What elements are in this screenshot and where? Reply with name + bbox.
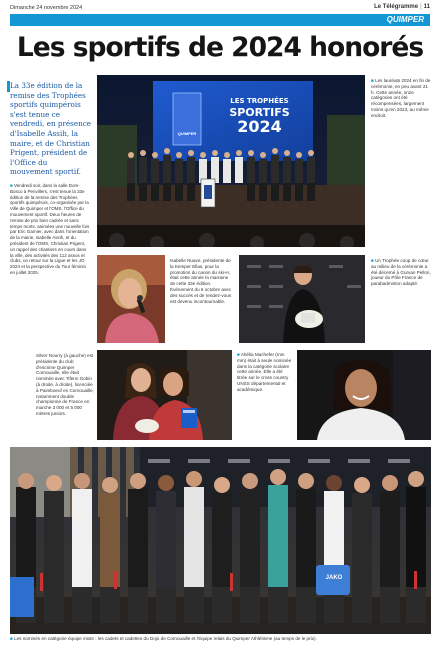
stage-sign-year: 2024 <box>237 117 282 136</box>
section-band <box>10 14 430 26</box>
photo-trophy-boy <box>239 255 365 343</box>
bullet-icon: ■ <box>371 78 376 83</box>
caption-scolaire-text: Ahélia Machefer (mm mm) était à seule nominée dans la catégorie scolaire cette année. Elle a été titrée sur le cross country UNSS départemental et académique. <box>237 352 292 392</box>
stage-city-logo: QUIMPER <box>177 131 197 136</box>
bullet-icon: ■ <box>237 352 241 357</box>
caption-laureates-text: Les lauréats 2024 en fin de cérémonie, en peu avant 21 h. Cette année, onze catégories ont été récompensées, largement moins qu'en 2023, au même endroit. <box>371 78 431 118</box>
article-body-text: Vendredi soir, dans la salle Dom-Bosco à Penvillers, s'est tenue la 33e édition de la remise des Trophées sportifs quimpérois, co-organisée par la Ville de Quimper et l'OMS, l'Office du mouvement sportif. Deux heures de remise de prix bien cadrée et sans temps morts, animées une nouvelle fois par Eric Garnier, avec dans l'orientation de la mairie, Isabelle Assih, et du président de l'OMS, Christian Prigent, un rappel des chantiers en cours dans la ville, des activités des 112 assos et clubs, un retour sur la Ligue et les JO 2024 et la perspective du Tour féminin en juillet 2025. <box>10 183 90 275</box>
stage-sign <box>222 98 297 135</box>
issue-date: Dimanche 24 novembre 2024 <box>10 5 83 11</box>
photo-girl <box>297 350 431 440</box>
bullet-icon: ■ <box>10 183 14 188</box>
photo-stage-laureates <box>97 75 365 247</box>
caption-trophy-text: Un Trophée coup de cœur au milieu de la cérémonie a été décerné à Gurvan Pellon, joueur du Pôle France de parabadminton adapté. <box>371 258 431 287</box>
photo-team <box>10 447 431 634</box>
page-header <box>10 3 430 12</box>
stage-sign-line1: LES TROPHÉES <box>230 97 289 105</box>
bullet-icon: ■ <box>371 258 376 263</box>
section-name: QUIMPER <box>386 15 424 24</box>
photo-isabelle <box>97 255 165 343</box>
paper-name: Le Télégramme <box>374 4 419 10</box>
jako-bag-label: JAKO <box>325 575 343 581</box>
caption-isabelle-text: Isabelle Nuave, présidente de la Kemper Ellas, pour la promotion du canon du ski-H, était cette année la marraine de cette 33e édition. Événement du 6 octobre avec des succès et de rendez-vous est devenu incontournable. <box>170 258 232 304</box>
bullet-icon: ■ <box>10 636 15 641</box>
caption-team-text: Les nominés en catégorie équipe mixte : les cadets et cadettes du Dojo de Cornouaille et l'équipe relais du Quimper Athlétisme (au temps de le prix). <box>14 636 317 641</box>
article-headline: Les sportifs de 2024 honorés <box>16 32 424 63</box>
caption-team <box>10 636 431 642</box>
article-lead: La 33e édition de la remise des Trophées sportifs quimpérois s'est tenue ce vendredi, en présence d'Isabelle Assih, la maire, et de Christian Prigent, président de l'Office du mouvement sportif. <box>10 81 92 177</box>
page-number: 11 <box>423 4 430 10</box>
caption-trophy <box>371 258 433 287</box>
caption-isabelle <box>170 258 234 304</box>
stage-sign-line2: SPORTIFS <box>229 106 290 119</box>
caption-laureates <box>371 78 433 119</box>
article-body <box>10 183 91 276</box>
photo-two-women <box>97 350 232 440</box>
masthead: Le Télégramme | 11 <box>374 4 430 10</box>
caption-silver <box>36 353 94 417</box>
caption-scolaire <box>237 352 293 393</box>
caption-silver-text: Silver Nourry (à gauche) est présidente du club d'escrime Quimper Cornouaille, elle était nominée avec Tifenn Gobin (à droite, à droite), licenciée à Paimboeuf en Cornouaille, notamment double championne de France en marche 3 000 et 5 000 mètres juniors. <box>36 353 94 416</box>
